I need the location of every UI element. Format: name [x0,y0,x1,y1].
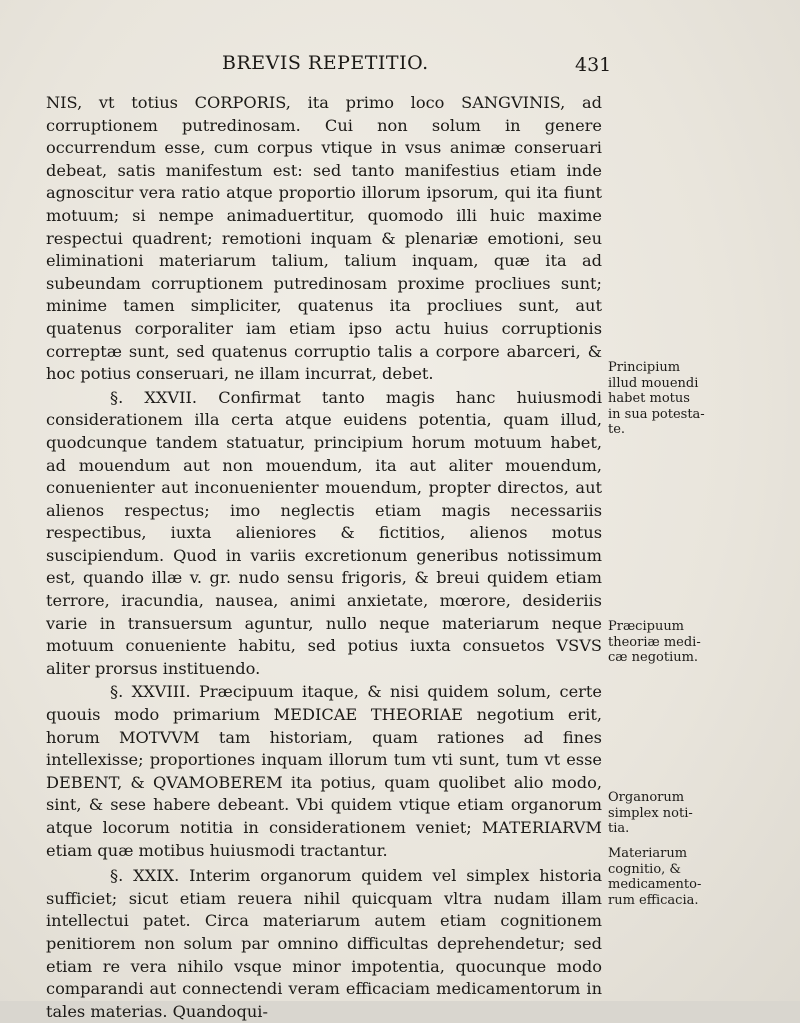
marginal-note-line: cognitio, & [608,861,682,877]
marginal-note-line: simplex noti- [608,805,693,821]
intro-paragraph: NIS, vt totius CORPORIS, ita primo loco SANGVINIS, ad corruptionem putredinosam. Cui non solum in genere occurrendum esse, cum corpus vtique in vsus animæ conseruari debeat, satis manifestum est: sed tanto manifestius etiam inde agnoscitur vera ratio atque proportio illorum ipsorum, qui ita fiunt motuum; si nempe animaduertitur, quomodo illi huic maxime respectui quadrent; remotioni inquam & plenariæ emotioni, seu eliminationi materiarum talium, talium inquam, quæ ita ad subeundam corruptionem putredinosam proxime procliues sunt; minime tamen simpliciter, quatenus ita procliues sunt, aut quatenus corporaliter iam etiam ipso actu huius corruptionis correptæ sunt, sed quatenus corruptio talis a corpore abarceri, & hoc potius conseruari, ne illam incurrat, debet. [46,93,602,384]
page-number: 431 [575,54,612,76]
section-xxix-paragraph: §. XXIX. Interim organorum quidem vel simplex historia sufficiet; sicut etiam reuera nihil quicquam vltra nudam illam intellectui patet. Circa materiarum autem etiam cognitionem penitiorem non solum par omnino difficultas deprehendetur; sed etiam re vera nihilo vsque minor impotentia, quocunque modo comparandi aut connectendi veram efficaciam medicamentorum in tales materias. Quandoqui- [46,866,602,1021]
marginal-note-line: Materiarum [608,846,688,861]
marginal-note-praecipuum [608,619,712,666]
marginal-note-line: medicamento- [608,877,702,892]
marginal-note-line: illud mouendi [608,375,699,391]
marginal-note-line: Præcipuum [608,619,685,634]
running-title: BREVIS REPETITIO. [222,52,429,74]
marginal-note-line: cæ negotium. [608,650,699,665]
section-xxviii-paragraph: §. XXVIII. Præcipuum itaque, & nisi quidem solum, certe quouis modo primarium MEDICAE THEORIAE negotium erit, horum MOTVVM tam historiam, quam rationes ad fines intellexisse; proportiones inquam illorum tum vti sunt, tum vt esse DEBENT, & QVAMOBEREM ita potius, quam quolibet alio modo, sint, & sese habere debeant. Vbi quidem vtique etiam organorum atque locorum notitia in considerationem veniet; MATERIARVM etiam quæ motibus huiusmodi tractantur. [46,682,602,860]
marginal-note-line: in sua potesta- [608,406,705,422]
marginal-note-line: tia. [608,821,630,836]
marginal-note-line: Organorum [608,790,685,805]
marginal-note-line: theoriæ medi- [608,634,701,650]
page-header [0,48,800,78]
section-xxvii-paragraph: §. XXVII. Confirmat tanto magis hanc huiusmodi considerationem illa certa atque euidens potentia, quam illud, quodcunque tandem statuatur, principium horum motuum habet, ad mouendum aut non mouendum, ita aut aliter mouendum, conuenienter aut inconuenienter mouendum, propter directos, aut alienos respectus; imo neglectis etiam magis necessariis respectibus, iuxta alieniores & fictitios, alienos motus suscipiendum. Quod in variis excretionum generibus notissimum est, quando illæ v. gr. nudo sensu frigoris, & breui quidem etiam terrore, iracundia, nausea, animi anxietate, mœrore, desideriis varie in transuersum aguntur, nullo neque materiarum neque motuum conueniente habitu, sed potius iuxta consuetos VSVS aliter prorsus instituendo. [46,387,602,678]
marginal-note-line: rum efficacia. [608,892,699,908]
main-text-column [46,92,602,1023]
marginal-note-principium [608,360,712,438]
marginal-note-materiarum [608,846,712,908]
marginal-note-line: Principium [608,360,681,375]
marginal-note-line: habet motus [608,391,690,406]
marginal-note-line: te. [608,422,626,437]
marginal-note-organorum [608,790,712,837]
